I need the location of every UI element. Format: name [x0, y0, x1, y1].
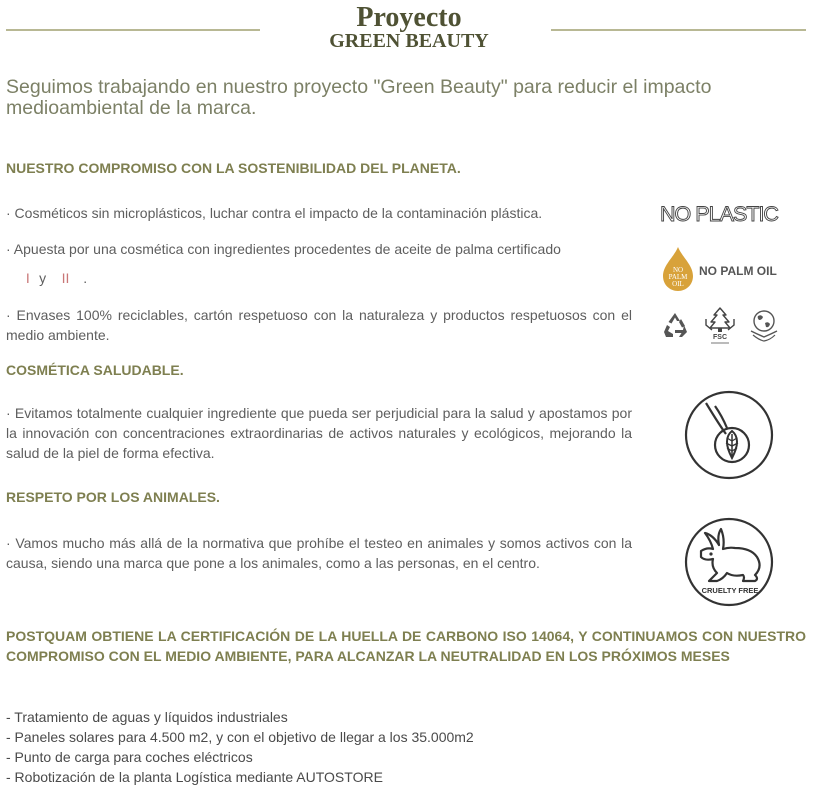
list-item: - Paneles solares para 4.500 m2, y con el objetivo de llegar a los 35.000m2: [6, 729, 474, 745]
saludable-text: · Evitamos totalmente cualquier ingrediente que pueda ser perjudicial para la salud y apostamos por la innovación con concentraciones extraordinarias de activos naturales y ecológicos, mejorando la salud de la piel de forma efectiva.: [6, 405, 632, 461]
heading-animales: RESPETO POR LOS ANIMALES.: [6, 489, 220, 505]
fsc-label: FSC: [713, 334, 727, 341]
list-item: - Tratamiento de aguas y líquidos industriales: [6, 709, 288, 725]
certificacion-list: [6, 707, 786, 787]
heading-certificacion: POSTQUAM OBTIENE LA CERTIFICACIÓN DE LA HUELLA DE CARBONO ISO 14064, Y CONTINUAMOS CON NUESTRO COMPROMISO CON EL MEDIO AMBIENTE, PARA ALCANZAR LA NEUTRALIDAD EN LOS PRÓXIMOS MESES: [6, 628, 806, 664]
cert-end: .: [83, 270, 88, 286]
intro-text: Seguimos trabajando en nuestro proyecto "Green Beauty" para reducir el impacto medioambiental de la marca.: [6, 76, 712, 119]
cert-link-1[interactable]: I: [25, 270, 30, 286]
cruelty-free-label: CRUELTY FREE: [701, 586, 759, 595]
animales-text: · Vamos mucho más allá de la normativa que prohíbe el testeo en animales y somos activos con la causa, siendo una marca que pone a los animales, como a las personas, en el centro.: [6, 535, 632, 571]
cert-link-2[interactable]: II: [61, 270, 70, 286]
heading-saludable: COSMÉTICA SALUDABLE.: [6, 362, 184, 378]
recycle-icon: [660, 310, 690, 340]
no-plastic-badge: [660, 200, 780, 226]
fsc-tree-icon: [702, 305, 738, 345]
palm-drop-text-1: NO: [672, 266, 684, 274]
heading-sostenibilidad: NUESTRO COMPROMISO CON LA SOSTENIBILIDAD DEL PLANETA.: [6, 160, 461, 176]
list-item: - Punto de carga para coches eléctricos: [6, 749, 253, 765]
page-title: Proyecto: [356, 2, 462, 33]
item-palma-certs: [6, 268, 206, 288]
page-subtitle: GREEN BEAUTY: [329, 30, 489, 52]
leaf-circle-icon: [682, 388, 776, 482]
no-palm-oil-label: NO PALM OIL: [699, 264, 777, 278]
cert-and: y: [39, 270, 47, 286]
cruelty-free-badge: [683, 517, 777, 611]
palm-drop-text-2: PALM: [668, 273, 688, 281]
item-microplasticos: · Cosméticos sin microplásticos, luchar contra el impacto de la contaminación plástica.: [6, 205, 543, 221]
no-palm-oil-badge: [660, 245, 780, 293]
no-plastic-label: NO PLASTIC: [660, 203, 779, 226]
list-item: - Robotización de la planta Logística mediante AUTOSTORE: [6, 769, 383, 785]
palm-drop-text-3: OIL: [672, 280, 684, 288]
item-palma: · Apuesta por una cosmética con ingredientes procedentes de aceite de palma certificado: [6, 241, 561, 257]
item-envases: · Envases 100% reciclables, cartón respetuoso con la naturaleza y productos respetuosos con el medio ambiente.: [6, 307, 632, 343]
globe-hand-icon: [747, 307, 781, 345]
